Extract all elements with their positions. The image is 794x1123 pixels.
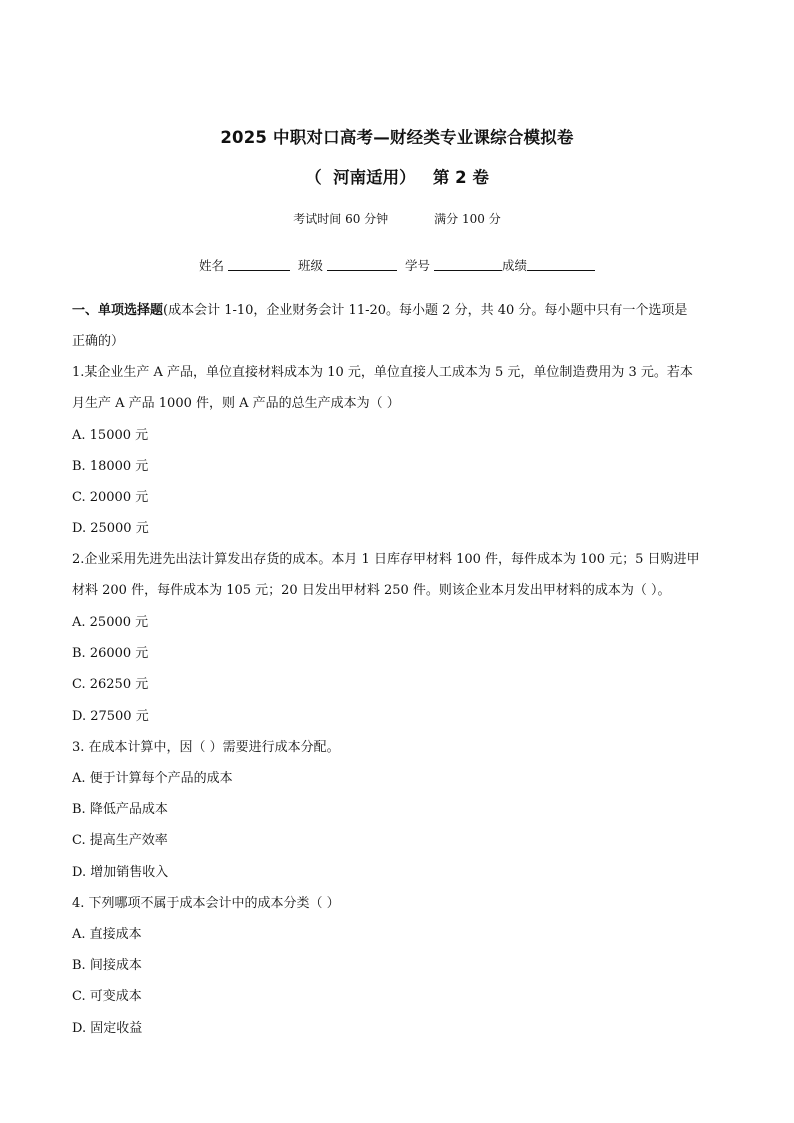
question-option: A. 便于计算每个产品的成本: [72, 771, 233, 786]
student-info: [0, 256, 794, 274]
section-heading: [72, 299, 724, 318]
question-stem: 2.企业采用先进先出法计算发出存货的成本。本月 1 日库存甲材料 100 件，每件成本为 100 元；5 日购进甲: [72, 552, 700, 567]
question-option: B. 26000 元: [72, 646, 149, 661]
question-option: A. 25000 元: [72, 615, 149, 630]
score-label: 成绩: [501, 258, 527, 273]
id-blank: [434, 258, 502, 271]
question-option: C. 20000 元: [72, 490, 149, 505]
question-option: B. 18000 元: [72, 459, 149, 474]
question-stem: 月生产 A 产品 1000 件，则 A 产品的总生产成本为（ ）: [72, 396, 400, 411]
id-label: 学号: [404, 258, 430, 273]
full-score: 满分 100 分: [434, 212, 501, 226]
section-desc: (成本会计 1-10，企业财务会计 11-20。每小题 2 分，共 40 分。每小题中只有一个选项是: [163, 303, 688, 318]
section-title: 一、单项选择题: [72, 303, 164, 318]
exam-subtitle: （ 河南适用） 第 2 卷: [305, 168, 489, 187]
question-stem: 3. 在成本计算中，因（ ）需要进行成本分配。: [72, 740, 340, 755]
question-option: A. 15000 元: [72, 428, 149, 443]
question-option: D. 25000 元: [72, 521, 149, 536]
exam-info: [0, 210, 794, 227]
question-stem: 材料 200 件，每件成本为 105 元；20 日发出甲材料 250 件。则该企业本月发出甲材料的成本为（ ）。: [72, 583, 671, 598]
question-option: C. 可变成本: [72, 989, 142, 1004]
name-label: 姓名: [199, 258, 225, 273]
exam-time: 考试时间 60 分钟: [293, 212, 389, 226]
class-label: 班级: [297, 258, 323, 273]
question-option: B. 降低产品成本: [72, 802, 168, 817]
question-stem: 1.某企业生产 A 产品，单位直接材料成本为 10 元，单位直接人工成本为 5 元，单位制造费用为 3 元。若本: [72, 365, 693, 380]
score-blank: [527, 258, 595, 271]
question-option: C. 26250 元: [72, 677, 149, 692]
name-blank: [228, 258, 290, 271]
question-option: B. 间接成本: [72, 958, 142, 973]
question-option: D. 增加销售收入: [72, 865, 169, 880]
question-option: D. 固定收益: [72, 1021, 143, 1036]
section-desc-cont: 正确的）: [72, 334, 125, 349]
question-stem: 4. 下列哪项不属于成本会计中的成本分类（ ）: [72, 896, 340, 911]
question-option: A. 直接成本: [72, 927, 142, 942]
exam-title: 2025 中职对口高考—财经类专业课综合模拟卷: [220, 128, 574, 147]
question-option: D. 27500 元: [72, 709, 149, 724]
class-blank: [327, 258, 397, 271]
question-option: C. 提高生产效率: [72, 833, 168, 848]
